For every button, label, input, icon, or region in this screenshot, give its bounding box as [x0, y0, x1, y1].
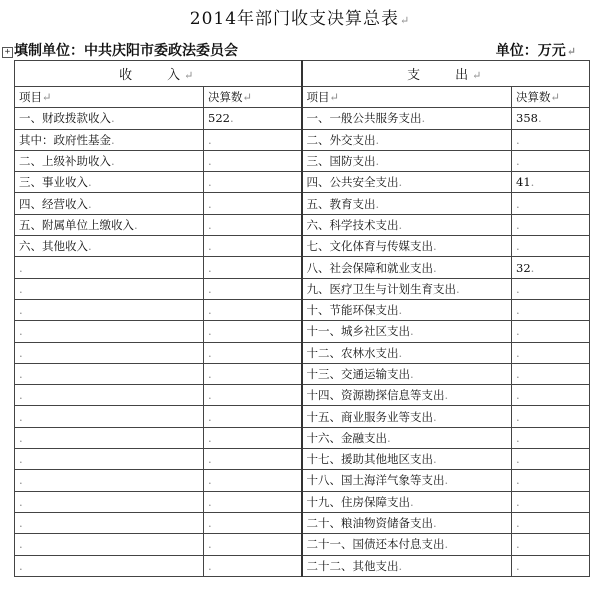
expense-amount-cell[interactable]: [512, 172, 590, 193]
income-item-cell[interactable]: [15, 172, 204, 193]
expense-item-cell-text: 四、公共安全支出: [306, 175, 399, 190]
cell-end-mark-icon: .: [19, 452, 23, 467]
income-amount-cell[interactable]: [204, 555, 302, 576]
cell-end-mark-icon: .: [19, 558, 23, 573]
income-item-cell[interactable]: [15, 257, 204, 278]
income-amount-cell[interactable]: [204, 236, 302, 257]
income-item-cell[interactable]: [15, 150, 204, 171]
table-row: [15, 299, 590, 320]
expense-item-cell-text: 九、医疗卫生与计划生育支出: [306, 281, 457, 296]
cell-end-mark-icon: .: [208, 154, 212, 169]
income-amount-cell[interactable]: [204, 108, 302, 129]
table-row: [15, 321, 590, 342]
expense-amount-cell[interactable]: [512, 427, 590, 448]
expense-item-cell[interactable]: [302, 491, 512, 512]
expense-item-cell-text: 二十二、其他支出: [306, 558, 399, 573]
income-group-label: 收 入: [119, 68, 184, 83]
cell-end-mark-icon: .: [19, 537, 23, 552]
cell-end-mark-icon: .: [208, 409, 212, 424]
cell-end-mark-icon: .: [421, 111, 426, 126]
income-item-cell-text: 六、其他收入: [19, 239, 88, 254]
income-item-cell[interactable]: [15, 534, 204, 555]
table-row: [15, 427, 590, 448]
cell-end-mark-icon: .: [88, 196, 92, 211]
cell-end-mark-icon: .: [19, 409, 23, 424]
cell-end-mark-icon: .: [433, 260, 437, 275]
cell-end-mark-icon: .: [433, 452, 437, 467]
cell-end-mark-icon: .: [208, 537, 212, 552]
document-title-text: 2014年部门收支决算总表: [189, 9, 400, 29]
cell-end-mark-icon: .: [208, 430, 212, 445]
paragraph-mark-icon: ↵: [566, 45, 576, 58]
cell-end-mark-icon: .: [19, 260, 23, 275]
expense-item-cell[interactable]: [302, 534, 512, 555]
cell-end-mark-icon: .: [88, 239, 92, 254]
cell-end-mark-icon: .: [208, 324, 212, 339]
cell-end-mark-icon: .: [208, 516, 212, 531]
cell-end-mark-icon: .: [208, 388, 212, 403]
income-amount-cell[interactable]: [204, 321, 302, 342]
expense-item-cell-text: 十二、农林水支出: [306, 345, 399, 360]
expense-item-cell-text: 一、一般公共服务支出: [306, 111, 422, 126]
cell-end-mark-icon: .: [398, 217, 403, 232]
expense-group-label: 支 出: [407, 68, 472, 83]
column-header-income-item[interactable]: 项目↵: [15, 87, 204, 108]
unit-label-text: 单位：万元: [495, 43, 566, 59]
cell-end-mark-icon: .: [111, 111, 115, 126]
cell-end-mark-icon: .: [516, 303, 520, 318]
expense-item-cell-text: 十五、商业服务业等支出: [306, 409, 434, 424]
expense-item-cell[interactable]: [302, 555, 512, 576]
income-amount-cell[interactable]: [204, 214, 302, 235]
income-item-cell[interactable]: [15, 385, 204, 406]
cell-end-mark-icon: .: [444, 388, 449, 403]
cell-end-mark-icon: .: [530, 175, 535, 190]
table-row: [15, 257, 590, 278]
column-header-expense-item[interactable]: 项目↵: [302, 87, 512, 108]
unit-label: [496, 40, 576, 60]
paragraph-mark-icon: ↵: [184, 69, 197, 82]
expense-item-cell-text: 六、科学技术支出: [306, 217, 399, 232]
income-amount-cell[interactable]: [204, 534, 302, 555]
expense-amount-cell[interactable]: [512, 342, 590, 363]
table-row: [15, 491, 590, 512]
cell-end-mark-icon: .: [444, 473, 449, 488]
cell-end-mark-icon: .: [516, 494, 520, 509]
paragraph-mark-icon: ↵: [472, 69, 485, 82]
income-item-cell[interactable]: [15, 214, 204, 235]
cell-end-mark-icon: .: [433, 516, 437, 531]
expense-amount-cell[interactable]: [512, 150, 590, 171]
expense-amount-cell[interactable]: [512, 321, 590, 342]
budget-summary-table: [14, 60, 590, 577]
column-header-income-amount[interactable]: 决算数↵: [204, 87, 302, 108]
cell-end-mark-icon: .: [516, 239, 520, 254]
cell-end-mark-icon: .: [208, 132, 212, 147]
cell-end-mark-icon: .: [229, 111, 234, 126]
cell-end-mark-icon: .: [375, 132, 380, 147]
cell-end-mark-icon: .: [516, 345, 520, 360]
cell-end-mark-icon: .: [19, 516, 23, 531]
cell-end-mark-icon: .: [398, 175, 403, 190]
cell-end-mark-icon: .: [19, 430, 23, 445]
column-header-text: 项目: [19, 90, 42, 105]
expense-item-cell-text: 十四、资源勘探信息等支出: [306, 388, 445, 403]
cell-end-mark-icon: .: [208, 281, 212, 296]
table-row: [15, 406, 590, 427]
cell-end-mark-icon: .: [537, 111, 542, 126]
expense-item-cell[interactable]: [302, 449, 512, 470]
cell-end-mark-icon: .: [208, 175, 212, 190]
table-row: [15, 363, 590, 384]
cell-end-mark-icon: .: [516, 217, 520, 232]
income-item-cell[interactable]: [15, 363, 204, 384]
income-amount-cell-text: 522: [208, 111, 230, 126]
expense-amount-cell[interactable]: [512, 555, 590, 576]
document-title: [0, 4, 600, 29]
table-row: [15, 512, 590, 533]
expense-amount-cell[interactable]: [512, 491, 590, 512]
expense-item-cell-text: 十六、金融支出: [306, 430, 388, 445]
income-amount-cell[interactable]: [204, 193, 302, 214]
expense-amount-cell[interactable]: [512, 449, 590, 470]
cell-end-mark-icon: .: [208, 494, 212, 509]
fill-unit-label: 填制单位：中共庆阳市委政法委员会: [14, 43, 238, 59]
column-header-text: 决算数: [516, 90, 551, 105]
income-amount-cell[interactable]: [204, 150, 302, 171]
cell-end-mark-icon: .: [19, 345, 23, 360]
expense-item-cell[interactable]: [302, 278, 512, 299]
income-item-cell-text: 五、附属单位上缴收入: [19, 217, 134, 232]
expense-amount-cell[interactable]: [512, 406, 590, 427]
expense-item-cell[interactable]: [302, 193, 512, 214]
cell-end-mark-icon: .: [208, 217, 212, 232]
income-amount-cell[interactable]: [204, 278, 302, 299]
income-amount-cell[interactable]: [204, 427, 302, 448]
table-row: [15, 342, 590, 363]
cell-end-mark-icon: .: [208, 196, 212, 211]
table-row: [15, 150, 590, 171]
cell-end-mark-icon: .: [444, 537, 449, 552]
expense-amount-cell-text: 32: [516, 260, 531, 275]
cell-end-mark-icon: .: [208, 473, 212, 488]
expense-item-cell[interactable]: [302, 214, 512, 235]
income-item-cell[interactable]: [15, 512, 204, 533]
column-header-text: 决算数: [208, 90, 243, 105]
expense-item-cell-text: 三、国防支出: [306, 154, 376, 169]
expense-item-cell[interactable]: [302, 512, 512, 533]
expense-item-cell[interactable]: [302, 427, 512, 448]
table-row: [15, 534, 590, 555]
cell-end-mark-icon: .: [19, 281, 23, 296]
expense-item-cell-text: 二、外交支出: [306, 132, 376, 147]
cell-end-mark-icon: .: [530, 260, 535, 275]
cell-end-mark-icon: .: [387, 430, 391, 445]
table-row: [15, 214, 590, 235]
cell-end-mark-icon: .: [208, 367, 212, 381]
cell-end-mark-icon: .: [516, 558, 520, 573]
income-item-cell[interactable]: [15, 129, 204, 150]
cell-end-mark-icon: .: [516, 281, 520, 296]
expense-amount-cell[interactable]: [512, 214, 590, 235]
cell-end-mark-icon: .: [516, 537, 520, 552]
table-row: [15, 470, 590, 491]
expense-item-cell[interactable]: [302, 470, 512, 491]
income-amount-cell[interactable]: [204, 470, 302, 491]
expense-amount-cell[interactable]: [512, 363, 590, 384]
expense-amount-cell[interactable]: [512, 236, 590, 257]
expense-item-cell[interactable]: [302, 406, 512, 427]
income-item-cell[interactable]: [15, 427, 204, 448]
cell-end-mark-icon: .: [433, 409, 437, 424]
expense-amount-cell[interactable]: [512, 470, 590, 491]
expense-amount-cell[interactable]: [512, 257, 590, 278]
income-item-cell[interactable]: [15, 299, 204, 320]
table-row: [15, 108, 590, 129]
column-header-row: [15, 87, 590, 108]
paragraph-mark-icon: ↵: [400, 14, 411, 27]
cell-end-mark-icon: .: [516, 430, 520, 445]
income-item-cell[interactable]: [15, 555, 204, 576]
cell-end-mark-icon: .: [375, 196, 380, 211]
cell-end-mark-icon: .: [208, 303, 212, 318]
expense-item-cell[interactable]: [302, 363, 512, 384]
income-amount-cell[interactable]: [204, 257, 302, 278]
table-row: [15, 129, 590, 150]
table-row: [15, 449, 590, 470]
income-group-header[interactable]: [15, 61, 302, 87]
cell-end-mark-icon: .: [19, 494, 23, 509]
cell-end-mark-icon: .: [19, 473, 23, 488]
cell-end-mark-icon: .: [398, 345, 403, 360]
income-item-cell[interactable]: [15, 108, 204, 129]
income-item-cell[interactable]: [15, 193, 204, 214]
cell-end-mark-icon: .: [410, 367, 414, 381]
income-item-cell-text: 三、事业收入: [19, 175, 88, 190]
expense-item-cell[interactable]: [302, 342, 512, 363]
expense-item-cell-text: 十九、住房保障支出: [306, 494, 411, 509]
cell-end-mark-icon: .: [111, 154, 115, 169]
column-header-expense-amount[interactable]: 决算数↵: [512, 87, 590, 108]
cell-end-mark-icon: .: [516, 154, 520, 169]
cell-end-mark-icon: .: [19, 367, 23, 381]
cell-end-mark-icon: .: [516, 516, 520, 531]
table-move-handle-icon[interactable]: +: [2, 47, 13, 58]
income-amount-cell[interactable]: [204, 129, 302, 150]
expense-amount-cell[interactable]: [512, 108, 590, 129]
income-item-cell-text: 其中：政府性基金: [19, 132, 111, 147]
cell-end-mark-icon: .: [433, 239, 437, 254]
cell-end-mark-icon: .: [88, 175, 92, 190]
expense-item-cell-text: 二十一、国债还本付息支出: [306, 537, 445, 552]
income-item-cell[interactable]: [15, 236, 204, 257]
expense-item-cell-text: 十一、城乡社区支出: [306, 324, 411, 339]
income-amount-cell[interactable]: [204, 512, 302, 533]
cell-end-mark-icon: .: [516, 324, 520, 339]
expense-item-cell-text: 二十、粮油物资储备支出: [306, 516, 434, 531]
expense-amount-cell[interactable]: [512, 193, 590, 214]
expense-item-cell[interactable]: [302, 150, 512, 171]
income-amount-cell[interactable]: [204, 342, 302, 363]
cell-end-mark-icon: .: [516, 473, 520, 488]
income-amount-cell[interactable]: [204, 491, 302, 512]
expense-item-cell-text: 十三、交通运输支出: [306, 367, 411, 381]
income-amount-cell[interactable]: [204, 406, 302, 427]
table-row: [15, 385, 590, 406]
cell-end-mark-icon: .: [19, 324, 23, 339]
income-item-cell[interactable]: [15, 342, 204, 363]
cell-end-mark-icon: .: [456, 281, 460, 296]
income-amount-cell[interactable]: [204, 363, 302, 384]
cell-end-mark-icon: .: [516, 367, 520, 381]
expense-item-cell[interactable]: [302, 129, 512, 150]
expense-amount-cell-text: 358: [516, 111, 538, 126]
table-row: [15, 172, 590, 193]
cell-end-mark-icon: .: [516, 132, 520, 147]
table-row: [15, 193, 590, 214]
expense-amount-cell[interactable]: [512, 385, 590, 406]
income-item-cell-text: 一、财政拨款收入: [19, 111, 111, 126]
income-item-cell[interactable]: [15, 278, 204, 299]
cell-end-mark-icon: .: [208, 558, 212, 573]
expense-item-cell-text: 十八、国土海洋气象等支出: [306, 473, 445, 488]
cell-end-mark-icon: .: [208, 260, 212, 275]
cell-end-mark-icon: .: [111, 132, 115, 147]
expense-item-cell[interactable]: [302, 299, 512, 320]
cell-end-mark-icon: .: [19, 388, 23, 403]
expense-group-header[interactable]: [302, 61, 590, 87]
cell-end-mark-icon: .: [410, 324, 414, 339]
cell-end-mark-icon: .: [208, 452, 212, 467]
expense-amount-cell[interactable]: [512, 512, 590, 533]
cell-end-mark-icon: .: [134, 217, 138, 232]
cell-end-mark-icon: .: [516, 388, 520, 403]
income-item-cell-text: 四、经营收入: [19, 196, 88, 211]
income-amount-cell[interactable]: [204, 299, 302, 320]
cell-end-mark-icon: .: [516, 196, 520, 211]
income-amount-cell[interactable]: [204, 172, 302, 193]
expense-amount-cell[interactable]: [512, 129, 590, 150]
table-row: [15, 278, 590, 299]
expense-item-cell[interactable]: [302, 236, 512, 257]
income-item-cell[interactable]: [15, 470, 204, 491]
cell-end-mark-icon: .: [375, 154, 380, 169]
expense-item-cell[interactable]: [302, 172, 512, 193]
expense-amount-cell[interactable]: [512, 299, 590, 320]
expense-item-cell-text: 十七、援助其他地区支出: [306, 452, 434, 467]
cell-end-mark-icon: .: [516, 452, 520, 467]
expense-item-cell[interactable]: [302, 321, 512, 342]
expense-item-cell-text: 十、节能环保支出: [306, 303, 399, 318]
expense-item-cell-text: 七、文化体育与传媒支出: [306, 239, 434, 254]
income-item-cell[interactable]: [15, 491, 204, 512]
cell-end-mark-icon: .: [398, 303, 403, 318]
cell-end-mark-icon: .: [208, 345, 212, 360]
income-item-cell[interactable]: [15, 321, 204, 342]
income-item-cell-text: 二、上级补助收入: [19, 154, 111, 169]
cell-end-mark-icon: .: [410, 494, 414, 509]
expense-amount-cell-text: 41: [516, 175, 531, 190]
expense-item-cell[interactable]: [302, 257, 512, 278]
group-header-row: [15, 61, 590, 87]
cell-end-mark-icon: .: [516, 409, 520, 424]
expense-item-cell[interactable]: [302, 108, 512, 129]
expense-item-cell[interactable]: [302, 385, 512, 406]
table-row: [15, 236, 590, 257]
cell-end-mark-icon: .: [208, 239, 212, 254]
cell-end-mark-icon: .: [19, 303, 23, 318]
income-item-cell[interactable]: [15, 449, 204, 470]
expense-item-cell-text: 八、社会保障和就业支出: [306, 260, 434, 275]
expense-item-cell-text: 五、教育支出: [306, 196, 376, 211]
table-row: [15, 555, 590, 576]
expense-amount-cell[interactable]: [512, 278, 590, 299]
income-amount-cell[interactable]: [204, 385, 302, 406]
column-header-text: 项目: [306, 90, 330, 105]
income-item-cell[interactable]: [15, 406, 204, 427]
expense-amount-cell[interactable]: [512, 534, 590, 555]
income-amount-cell[interactable]: [204, 449, 302, 470]
cell-end-mark-icon: .: [398, 558, 403, 573]
